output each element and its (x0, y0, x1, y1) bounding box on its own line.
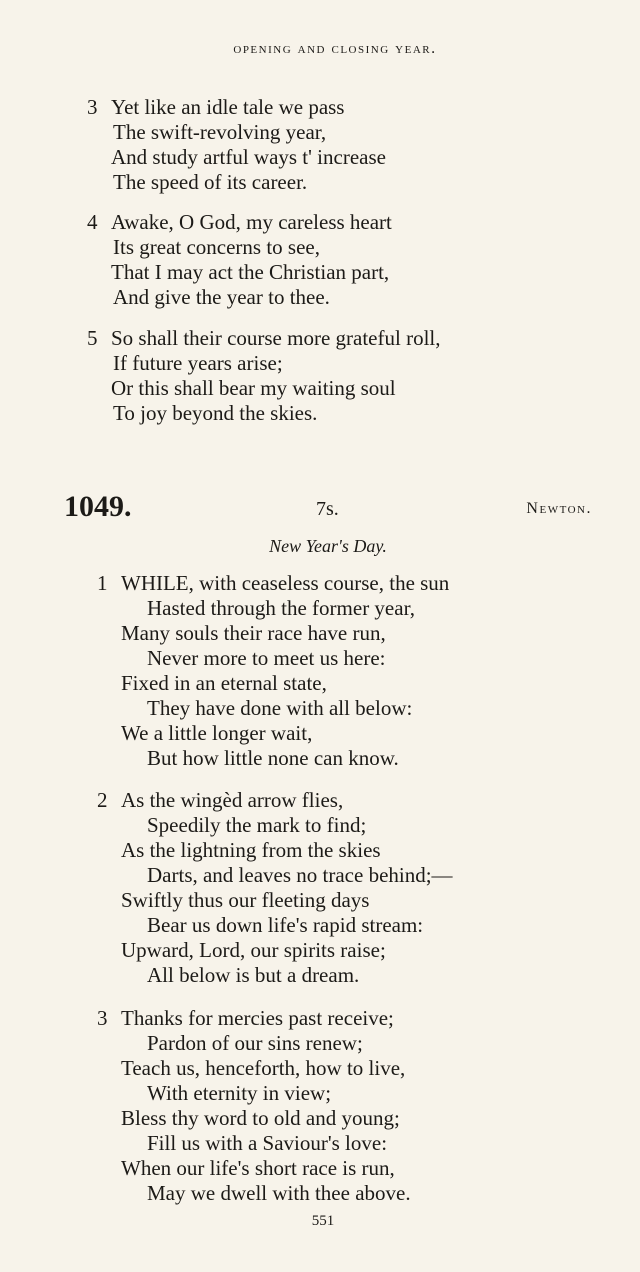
stanza-line: WHILE, with ceaseless course, the sun (121, 571, 450, 595)
stanza-line: To joy beyond the skies. (113, 401, 318, 425)
stanza-line: As the wingèd arrow flies, (121, 788, 344, 812)
hymn-meter: 7s. (316, 498, 339, 520)
hymn-stanza-1 (97, 571, 449, 771)
stanza-line: Many souls their race have run, (121, 621, 386, 645)
stanza-number: 1 (97, 571, 108, 595)
stanza-number: 2 (97, 788, 108, 812)
hymn-subtitle: New Year's Day. (269, 536, 387, 556)
stanza-line: Upward, Lord, our spirits raise; (121, 938, 386, 962)
stanza-line: Swiftly thus our fleeting days (121, 888, 370, 912)
stanza-line: The swift-revolving year, (113, 120, 327, 144)
stanza-line: Fixed in an eternal state, (121, 671, 327, 695)
prev-stanza-3 (87, 95, 386, 195)
stanza-line: Yet like an idle tale we pass (111, 95, 345, 119)
stanza-line: Pardon of our sins renew; (147, 1031, 363, 1055)
stanza-number: 5 (87, 326, 98, 350)
stanza-line: Darts, and leaves no trace behind;— (147, 863, 453, 887)
running-head (0, 40, 640, 58)
stanza-line: All below is but a dream. (147, 963, 360, 987)
stanza-line: We a little longer wait, (121, 721, 313, 745)
stanza-line: The speed of its career. (113, 170, 308, 194)
hymn-stanza-3 (97, 1006, 411, 1206)
stanza-line: Awake, O God, my careless heart (111, 210, 392, 234)
stanza-line: Teach us, henceforth, how to live, (121, 1056, 406, 1080)
stanza-line: Bear us down life's rapid stream: (147, 913, 424, 937)
stanza-line: So shall their course more grateful roll, (111, 326, 441, 350)
hymn-header (64, 490, 592, 530)
stanza-line: If future years arise; (113, 351, 283, 375)
stanza-line: Bless thy word to old and young; (121, 1106, 400, 1130)
stanza-line: When our life's short race is run, (121, 1156, 395, 1180)
stanza-line: But how little none can know. (147, 746, 399, 770)
stanza-number: 3 (97, 1006, 108, 1030)
stanza-line: They have done with all below: (147, 696, 413, 720)
stanza-line: Never more to meet us here: (147, 646, 386, 670)
stanza-line: As the lightning from the skies (121, 838, 381, 862)
hymn-tune: Newton. (526, 500, 592, 517)
prev-stanza-5 (87, 326, 441, 426)
prev-stanza-4 (87, 210, 392, 310)
stanza-number: 3 (87, 95, 98, 119)
stanza-line: Or this shall bear my waiting soul (111, 376, 396, 400)
hymn-stanza-2 (97, 788, 453, 988)
stanza-line: Fill us with a Saviour's love: (147, 1131, 388, 1155)
hymn-number: 1049. (64, 490, 132, 523)
stanza-line: Speedily the mark to find; (147, 813, 367, 837)
stanza-line: Its great concerns to see, (113, 235, 320, 259)
stanza-line: With eternity in view; (147, 1081, 332, 1105)
stanza-line: That I may act the Christian part, (111, 260, 390, 284)
stanza-line: And study artful ways t' increase (111, 145, 386, 169)
stanza-line: Hasted through the former year, (147, 596, 415, 620)
stanza-line: And give the year to thee. (113, 285, 330, 309)
stanza-line: Thanks for mercies past receive; (121, 1006, 394, 1030)
stanza-number: 4 (87, 210, 98, 234)
stanza-line: May we dwell with thee above. (147, 1181, 411, 1205)
running-head-text: opening and closing year. (233, 40, 437, 57)
page-number: 551 (311, 1213, 335, 1229)
